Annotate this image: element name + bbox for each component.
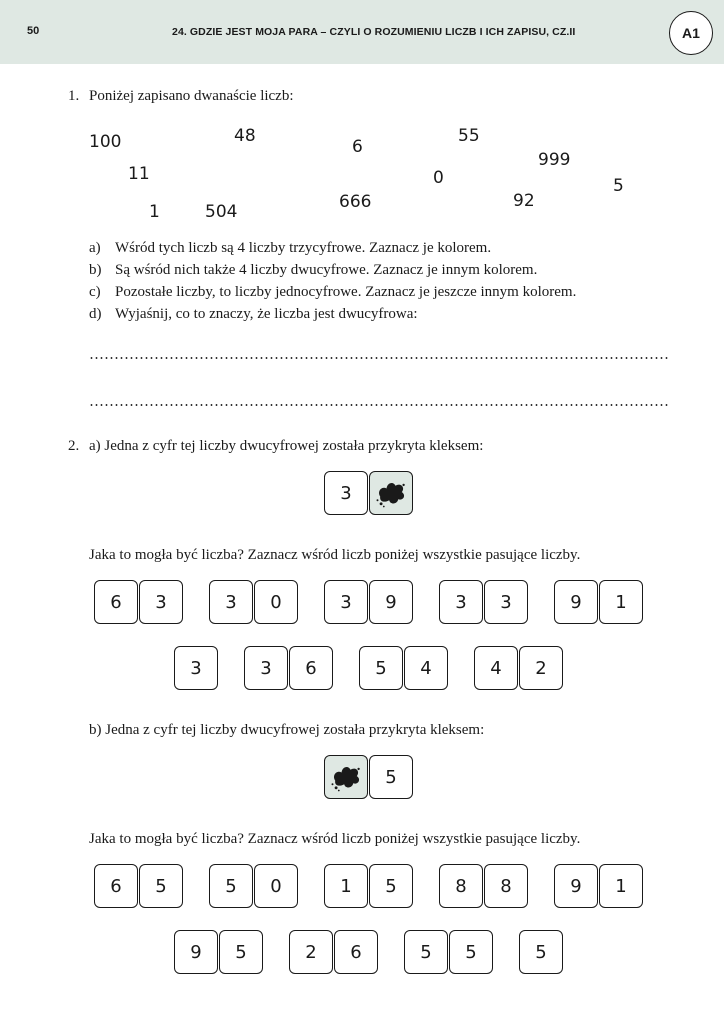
task2a-prompt xyxy=(68,437,483,455)
scatter-number[interactable]: 5 xyxy=(613,176,624,196)
digit-box[interactable]: 0 xyxy=(254,580,298,624)
digit-box[interactable]: 9 xyxy=(174,930,218,974)
digit-box[interactable]: 1 xyxy=(599,864,643,908)
level-badge: A1 xyxy=(669,11,713,55)
ink-blot-box xyxy=(324,755,368,799)
digit-box[interactable]: 5 xyxy=(139,864,183,908)
digit-box[interactable]: 5 xyxy=(519,930,563,974)
scatter-number[interactable]: 100 xyxy=(89,132,122,152)
scatter-number[interactable]: 48 xyxy=(234,126,256,146)
subtask-text: Są wśród nich także 4 liczby dwucyfrowe. Zaznacz je innym kolorem. xyxy=(115,262,538,278)
scatter-number[interactable]: 999 xyxy=(538,150,571,170)
scatter-number[interactable]: 55 xyxy=(458,126,480,146)
subtask-label: a) xyxy=(89,240,101,256)
task2a-prompt-text: a) Jedna z cyfr tej liczby dwucyfrowej została przykryta kleksem: xyxy=(89,438,484,454)
digit-box[interactable]: 6 xyxy=(94,580,138,624)
page-number: 50 xyxy=(27,25,40,37)
digit-box[interactable]: 5 xyxy=(359,646,403,690)
task1-prompt-text: Poniżej zapisano dwanaście liczb: xyxy=(89,88,294,104)
digit-box[interactable]: 5 xyxy=(219,930,263,974)
digit-box[interactable]: 3 xyxy=(244,646,288,690)
subtask-text: Wśród tych liczb są 4 liczby trzycyfrowe. Zaznacz je kolorem. xyxy=(115,240,492,256)
scatter-number[interactable]: 92 xyxy=(513,191,535,211)
digit-box[interactable]: 1 xyxy=(599,580,643,624)
digit-box[interactable]: 4 xyxy=(474,646,518,690)
ink-blot-box xyxy=(369,471,413,515)
scatter-number[interactable]: 504 xyxy=(205,202,238,222)
digit-box[interactable]: 3 xyxy=(174,646,218,690)
digit-box[interactable]: 5 xyxy=(209,864,253,908)
subtask-label: b) xyxy=(89,262,102,278)
task2b-question: Jaka to mogła być liczba? Zaznacz wśród liczb poniżej wszystkie pasujące liczby. xyxy=(89,831,581,847)
digit-box[interactable]: 3 xyxy=(484,580,528,624)
subtask-text: Wyjaśnij, co to znaczy, że liczba jest dwucyfrowa: xyxy=(115,306,418,322)
digit-box[interactable]: 5 xyxy=(369,864,413,908)
answer-line[interactable] xyxy=(89,403,670,407)
answer-line[interactable] xyxy=(89,356,670,360)
digit-box[interactable]: 3 xyxy=(439,580,483,624)
digit-box[interactable]: 5 xyxy=(449,930,493,974)
task2b-prompt: b) Jedna z cyfr tej liczby dwucyfrowej została przykryta kleksem: xyxy=(89,722,485,738)
subtask-text: Pozostałe liczby, to liczby jednocyfrowe. Zaznacz je jeszcze innym kolorem. xyxy=(115,284,577,300)
page-title: 24. GDZIE JEST MOJA PARA – CZYLI O ROZUMIENIU LICZB I ICH ZAPISU, CZ.II xyxy=(172,26,576,38)
scatter-number[interactable]: 0 xyxy=(433,168,444,188)
digit-box[interactable]: 1 xyxy=(324,864,368,908)
digit-box[interactable]: 5 xyxy=(404,930,448,974)
digit-box[interactable]: 3 xyxy=(324,580,368,624)
digit-box[interactable]: 2 xyxy=(519,646,563,690)
digit-box[interactable]: 9 xyxy=(554,580,598,624)
digit-box[interactable]: 2 xyxy=(289,930,333,974)
digit-box[interactable]: 4 xyxy=(404,646,448,690)
ink-blot-icon xyxy=(373,475,409,511)
scatter-number[interactable]: 6 xyxy=(352,137,363,157)
task1-subtask-c xyxy=(89,283,576,301)
known-digit-box: 3 xyxy=(324,471,368,515)
task2a-question: Jaka to mogła być liczba? Zaznacz wśród liczb poniżej wszystkie pasujące liczby. xyxy=(89,547,581,563)
digit-box[interactable]: 8 xyxy=(484,864,528,908)
page-header xyxy=(0,0,724,64)
digit-box[interactable]: 0 xyxy=(254,864,298,908)
task1-subtask-a xyxy=(89,239,491,257)
scatter-number[interactable]: 11 xyxy=(128,164,150,184)
digit-box[interactable]: 6 xyxy=(334,930,378,974)
known-digit-box: 5 xyxy=(369,755,413,799)
task1-subtask-d xyxy=(89,305,418,323)
digit-box[interactable]: 3 xyxy=(209,580,253,624)
digit-box[interactable]: 6 xyxy=(289,646,333,690)
subtask-label: c) xyxy=(89,284,101,300)
scatter-number[interactable]: 666 xyxy=(339,192,372,212)
scatter-number[interactable]: 1 xyxy=(149,202,160,222)
digit-box[interactable]: 9 xyxy=(369,580,413,624)
digit-box[interactable]: 9 xyxy=(554,864,598,908)
digit-box[interactable]: 8 xyxy=(439,864,483,908)
task1-number: 1. xyxy=(68,88,80,104)
digit-box[interactable]: 6 xyxy=(94,864,138,908)
digit-box[interactable]: 3 xyxy=(139,580,183,624)
ink-blot-icon xyxy=(328,759,364,795)
subtask-label: d) xyxy=(89,306,102,322)
task1-subtask-b xyxy=(89,261,537,279)
task2-number: 2. xyxy=(68,438,80,454)
task1-prompt xyxy=(68,87,294,105)
